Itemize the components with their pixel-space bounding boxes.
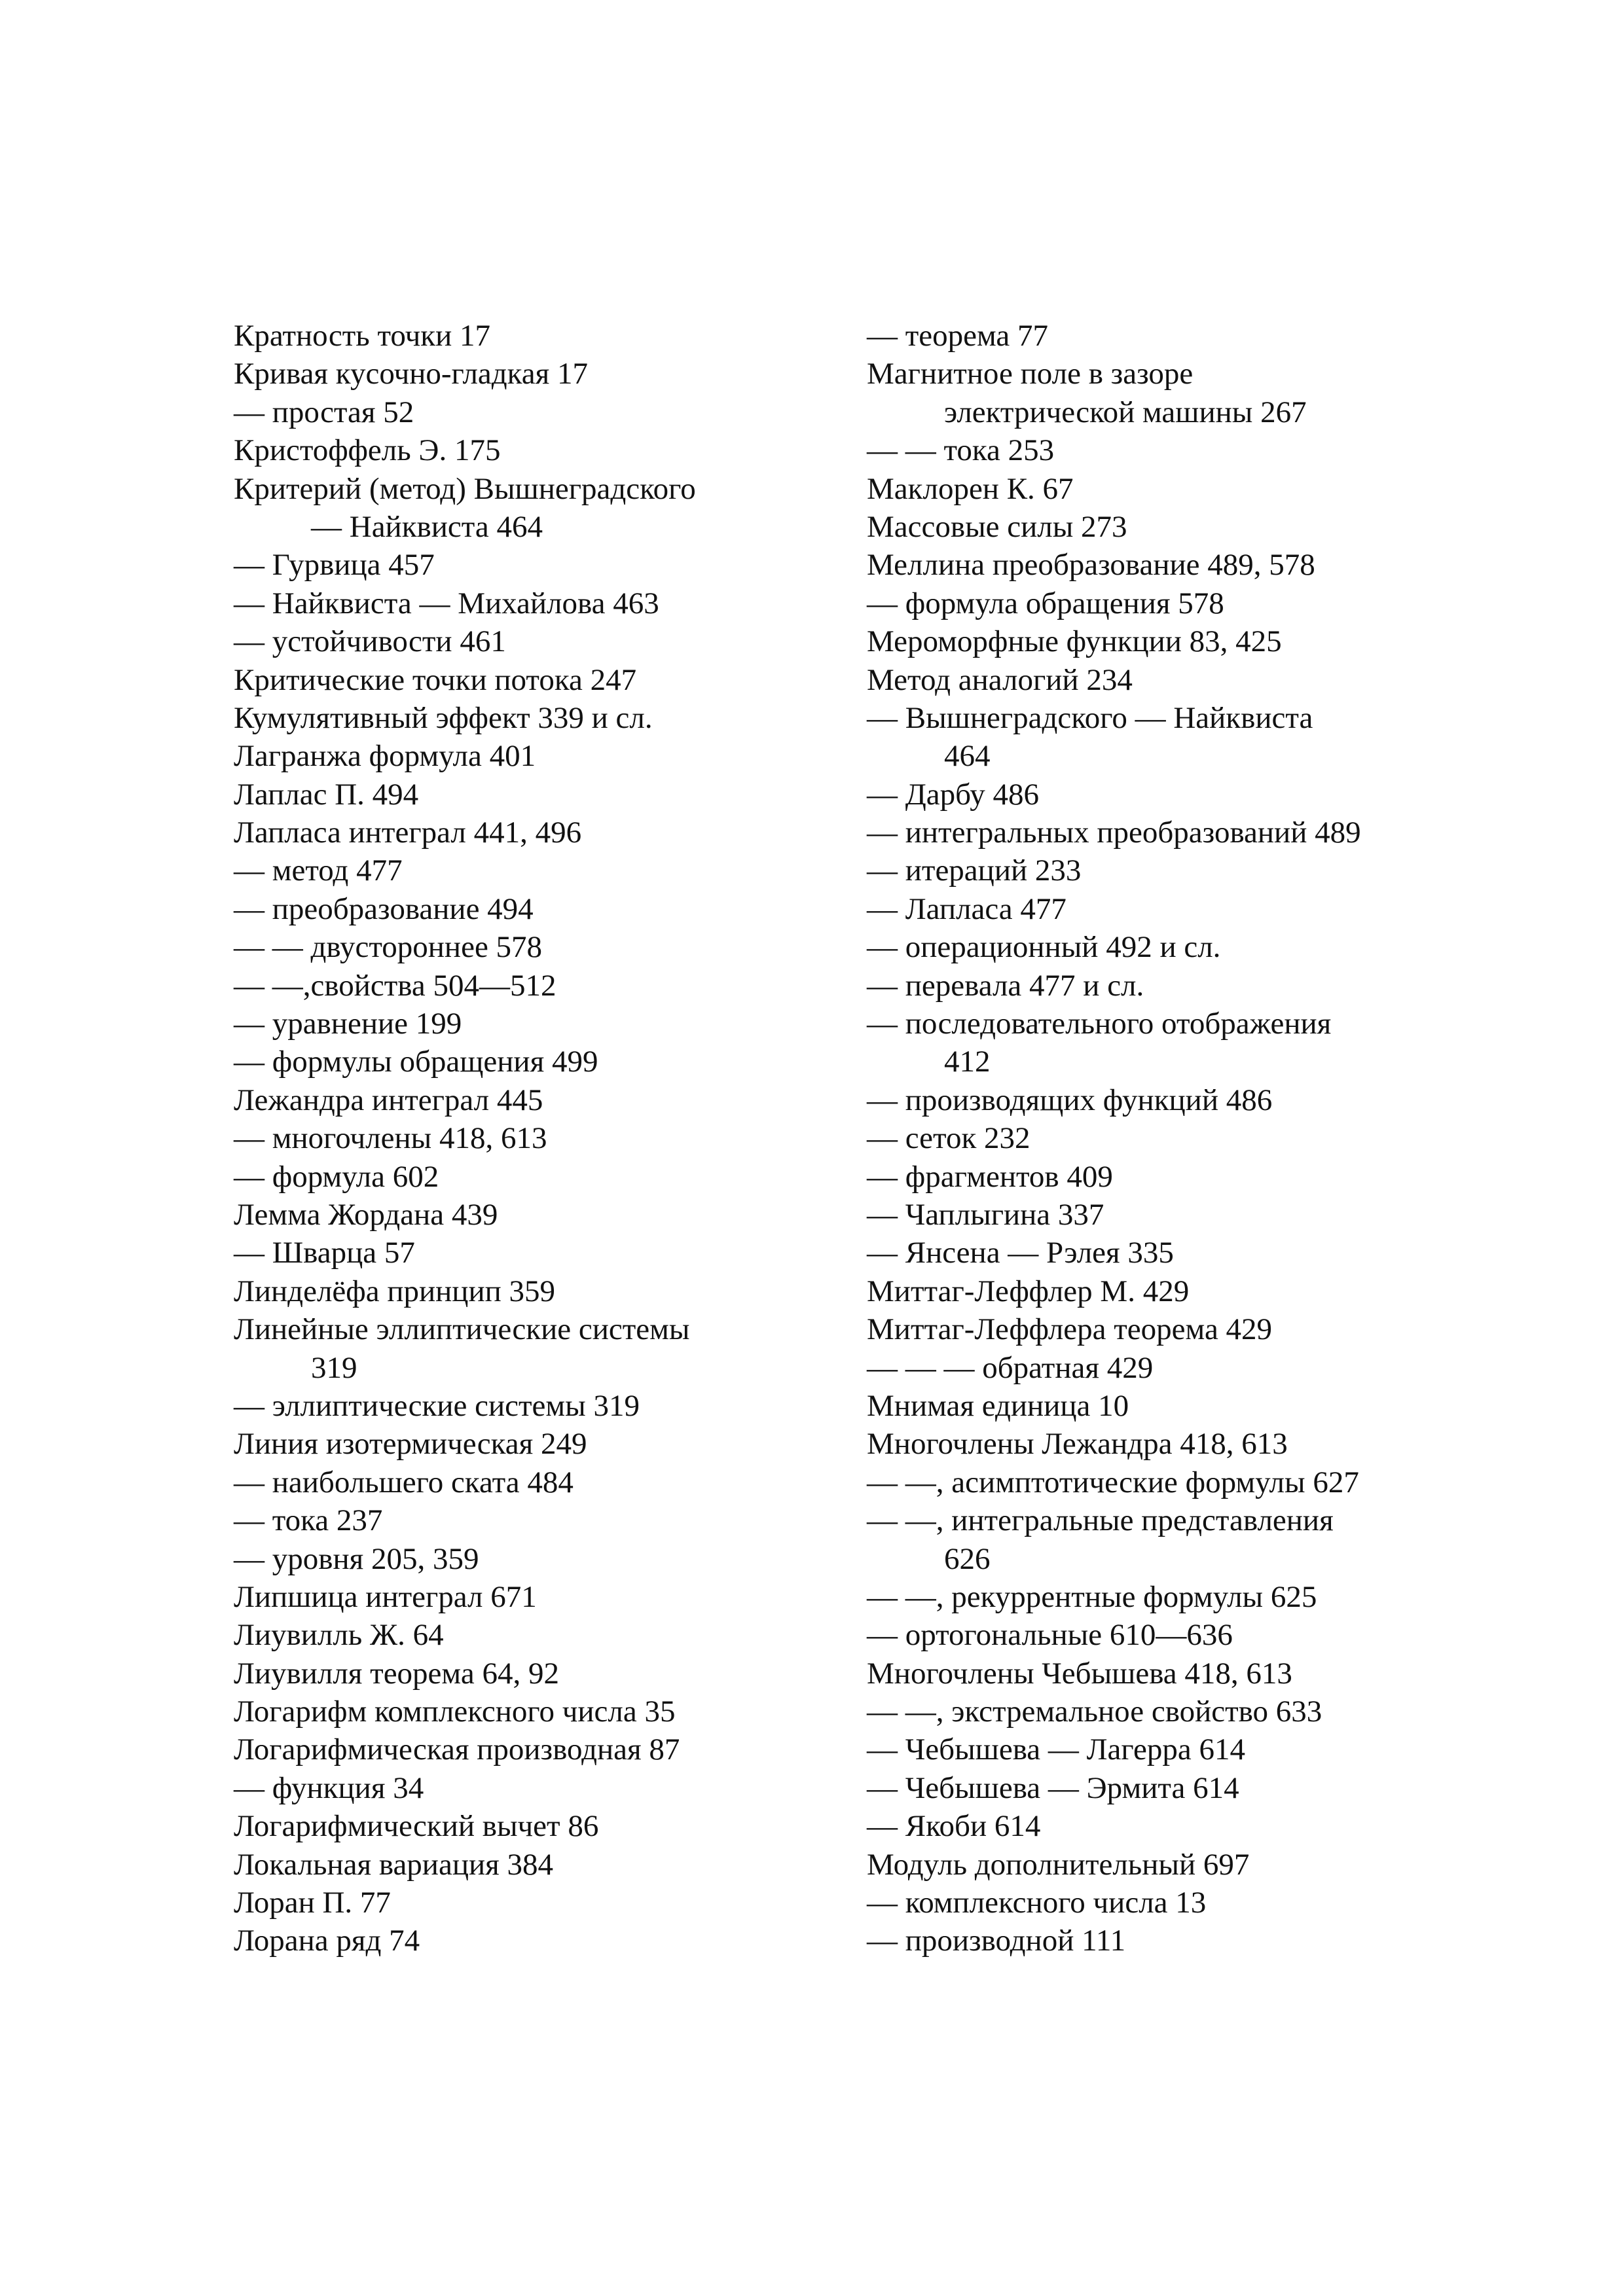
index-entry: — Лапласа 477 — [867, 891, 1067, 926]
index-entry: — Янсена — Рэлея 335 — [867, 1236, 1174, 1270]
index-entry: — многочлены 418, 613 — [234, 1121, 547, 1156]
index-entry: — фрагментов 409 — [867, 1159, 1113, 1194]
index-entry: — производной 111 — [867, 1924, 1126, 1958]
index-column-left — [234, 317, 823, 1960]
index-entry: Кумулятивный эффект 339 и сл. — [234, 700, 653, 735]
index-entry: Липшица интеграл 671 — [234, 1579, 537, 1614]
index-entry: Кристоффель Э. 175 — [234, 433, 501, 468]
index-entry: — интегральных преобразований 489 — [867, 816, 1361, 850]
index-entry: Многочлены Лежандра 418, 613 — [867, 1427, 1288, 1462]
index-entry: — устойчивости 461 — [234, 624, 506, 659]
index-entry: Кривая кусочно-гладкая 17 — [234, 357, 589, 391]
index-entry: — — тока 253 — [867, 433, 1055, 468]
index-entry: Логарифмическая производная 87 — [234, 1732, 680, 1767]
index-entry: Локальная вариация 384 — [234, 1847, 553, 1882]
index-entry-continuation: 412 — [944, 1045, 991, 1079]
index-entry: Лаплас П. 494 — [234, 777, 419, 812]
index-entry: — простая 52 — [234, 395, 414, 429]
index-entry: — эллиптические системы 319 — [234, 1388, 640, 1423]
index-entry: Лапласа интеграл 441, 496 — [234, 816, 582, 850]
index-entry: Мнимая единица 10 — [867, 1388, 1129, 1423]
index-entry: — теорема 77 — [867, 319, 1049, 353]
index-entry: — Шварца 57 — [234, 1236, 415, 1270]
index-entry: — Гурвица 457 — [234, 548, 435, 583]
index-entry: Линделёфа принцип 359 — [234, 1274, 555, 1308]
index-entry: — формулы обращения 499 — [234, 1045, 598, 1079]
index-entry: Лорана ряд 74 — [234, 1924, 420, 1958]
index-entry: Лемма Жордана 439 — [234, 1197, 498, 1232]
index-entry: Критические точки потока 247 — [234, 662, 637, 697]
index-entry: — — двустороннее 578 — [234, 930, 543, 965]
index-entry: — метод 477 — [234, 853, 403, 888]
index-entry: Лиувилля теорема 64, 92 — [234, 1656, 559, 1691]
index-entry: Лежандра интеграл 445 — [234, 1083, 543, 1117]
index-entry: Лиувилль Ж. 64 — [234, 1618, 444, 1653]
index-entry: Линейные эллиптические системы — [234, 1312, 690, 1347]
index-entry-continuation: 626 — [944, 1541, 991, 1576]
index-entry: — сеток 232 — [867, 1121, 1030, 1156]
index-entry: — формула обращения 578 — [867, 586, 1224, 620]
index-entry: — Якоби 614 — [867, 1809, 1041, 1844]
index-entry: — последовательного отображения — [867, 1007, 1332, 1041]
index-entry-continuation: 464 — [944, 739, 991, 774]
index-entry: — преобразование 494 — [234, 891, 534, 926]
index-entry: — уравнение 199 — [234, 1007, 462, 1041]
index-entry-continuation: 319 — [311, 1350, 357, 1385]
index-entry: Логарифмический вычет 86 — [234, 1809, 599, 1844]
index-entry: Метод аналогий 234 — [867, 662, 1133, 697]
index-entry: — Чебышева — Лагерра 614 — [867, 1732, 1245, 1767]
index-entry: — Дарбу 486 — [867, 777, 1040, 812]
index-entry: Критерий (метод) Вышнеградского — [234, 471, 696, 506]
index-entry: — Вышнеградского — Найквиста — [867, 700, 1313, 735]
index-entry: — ортогональные 610—636 — [867, 1618, 1233, 1653]
index-entry: Лагранжа формула 401 — [234, 739, 536, 774]
index-entry: — —, рекуррентные формулы 625 — [867, 1579, 1317, 1614]
index-entry: Модуль дополнительный 697 — [867, 1847, 1250, 1882]
index-entry: Мероморфные функции 83, 425 — [867, 624, 1282, 659]
index-entry-continuation: электрической машины 267 — [944, 395, 1307, 429]
index-entry: — уровня 205, 359 — [234, 1541, 479, 1576]
index-entry: — итераций 233 — [867, 853, 1082, 888]
index-entry: — перевала 477 и сл. — [867, 968, 1144, 1003]
index-entry: Миттаг-Леффлера теорема 429 — [867, 1312, 1273, 1347]
index-entry: — формула 602 — [234, 1159, 439, 1194]
index-entry: Многочлены Чебышева 418, 613 — [867, 1656, 1292, 1691]
index-entry: — комплексного числа 13 — [867, 1886, 1207, 1920]
index-entry: Массовые силы 273 — [867, 509, 1127, 544]
index-entry: — операционный 492 и сл. — [867, 930, 1221, 965]
index-entry: — тока 237 — [234, 1503, 383, 1538]
index-entry: Линия изотермическая 249 — [234, 1427, 587, 1462]
index-entry: Миттаг-Леффлер М. 429 — [867, 1274, 1190, 1308]
index-entry: — — — обратная 429 — [867, 1350, 1154, 1385]
index-column-right — [867, 317, 1456, 1960]
index-entry: — производящих функций 486 — [867, 1083, 1273, 1117]
index-entry: Логарифм комплексного числа 35 — [234, 1695, 676, 1729]
index-entry: — наибольшего ската 484 — [234, 1465, 574, 1499]
index-entry: Маклорен К. 67 — [867, 471, 1074, 506]
index-entry-continuation: — Найквиста 464 — [311, 509, 543, 544]
index-entry: — Чебышева — Эрмита 614 — [867, 1770, 1239, 1805]
index-entry: Меллина преобразование 489, 578 — [867, 548, 1315, 583]
index-entry: — Найквиста — Михайлова 463 — [234, 586, 659, 620]
index-entry: — функция 34 — [234, 1770, 424, 1805]
index-entry: — —,свойства 504—512 — [234, 968, 556, 1003]
index-entry: — —, интегральные представления — [867, 1503, 1334, 1538]
index-entry: Лоран П. 77 — [234, 1886, 391, 1920]
index-entry: — —, экстремальное свойство 633 — [867, 1695, 1322, 1729]
index-entry: Кратность точки 17 — [234, 319, 491, 353]
index-entry: — —, асимптотические формулы 627 — [867, 1465, 1359, 1499]
index-entry: — Чаплыгина 337 — [867, 1197, 1104, 1232]
index-entry: Магнитное поле в зазоре — [867, 357, 1194, 391]
